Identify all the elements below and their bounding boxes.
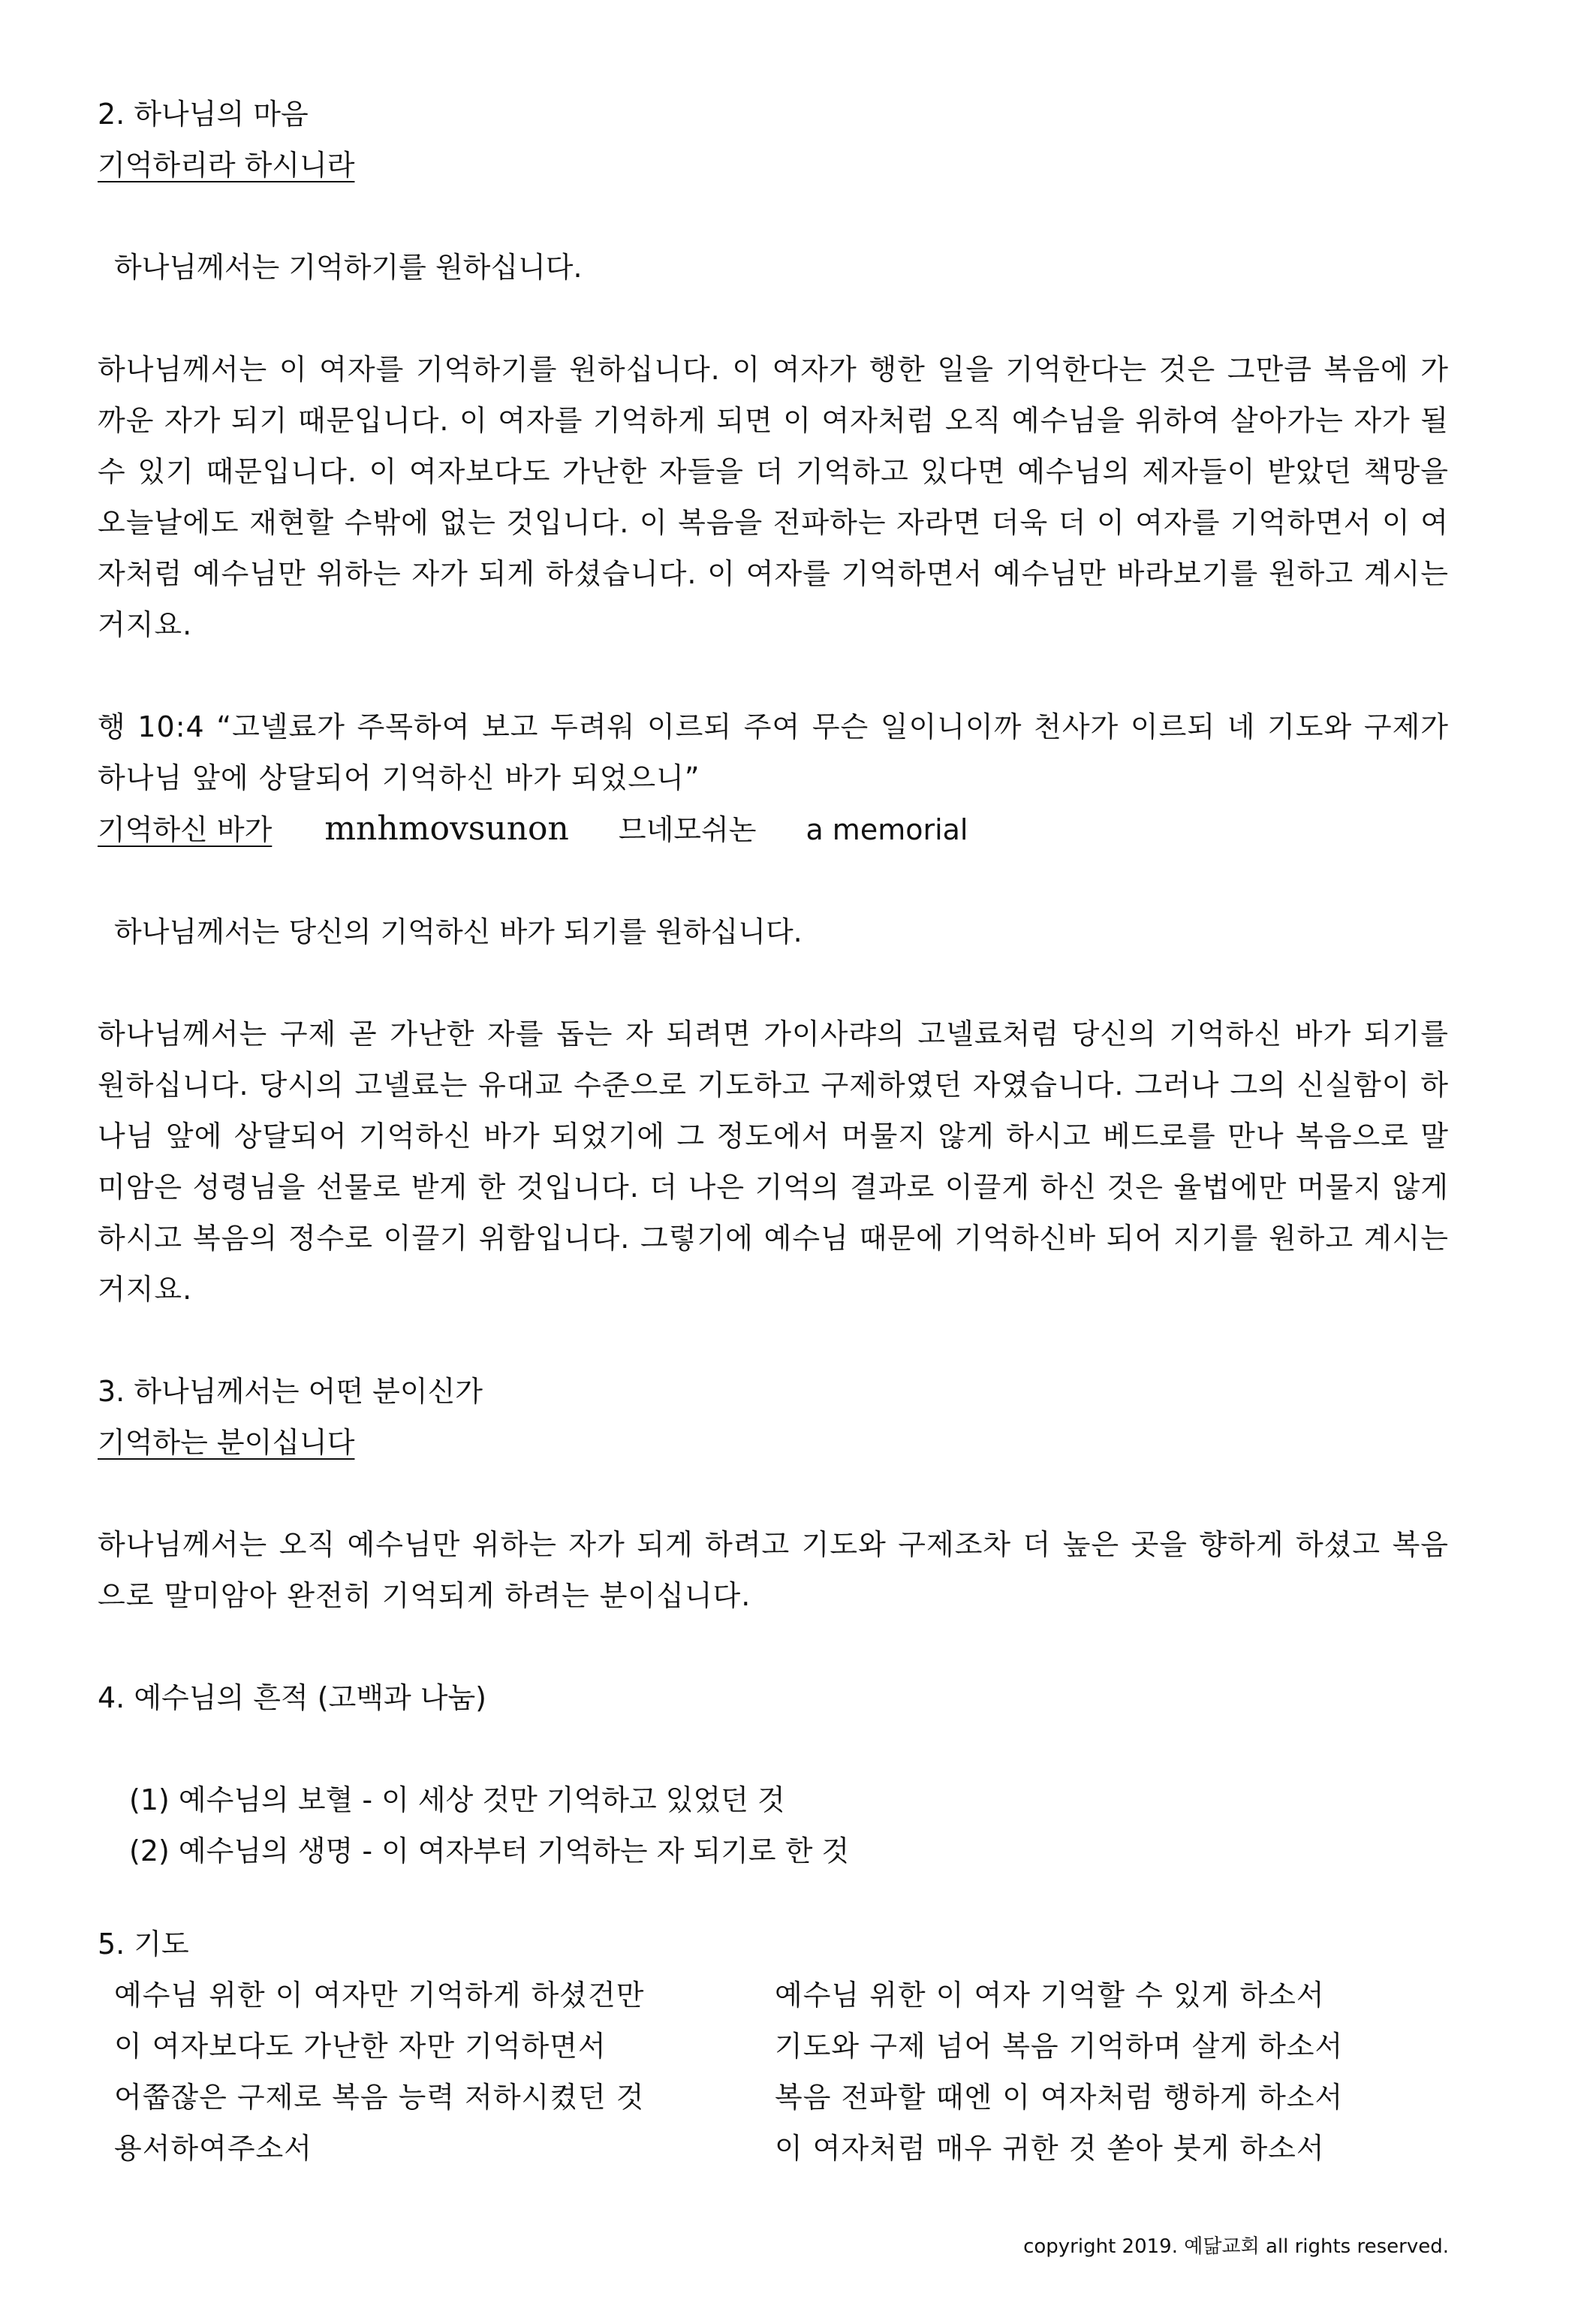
prayer-line: 어쭙잖은 구제로 복음 능력 저하시켰던 것	[114, 2081, 645, 2114]
section-2-subheading: 기억하리라 하시니라	[98, 149, 355, 182]
memorial-english: a memorial	[806, 813, 968, 846]
section-5-heading: 5. 기도	[98, 1928, 189, 1961]
section-2-point-1: 하나님께서는 기억하기를 원하십니다.	[114, 251, 583, 284]
section-3-heading: 3. 하나님께서는 어떤 분이신가	[98, 1375, 483, 1408]
list-item: (1) 예수님의 보혈 - 이 세상 것만 기억하고 있었던 것	[129, 1783, 785, 1816]
copyright-footer: copyright 2019. 예닮교회 all rights reserved.	[1023, 2235, 1449, 2258]
prayer-line: 예수님 위한 이 여자만 기억하게 하셨건만	[114, 1979, 645, 2012]
bible-verse: 행 10:4 “고넬료가 주목하여 보고 두려워 이르되 주여 무슨 일이니이까 천사가 이르되 네 기도와 구제가 하나님 앞에 상달되어 기억하신 바가 되었으니”	[98, 710, 1449, 794]
prayer-right-column	[775, 1970, 1435, 2174]
document-body	[98, 89, 1449, 2174]
prayer-left-column	[114, 1970, 775, 2174]
section-2-point-2: 하나님께서는 당신의 기억하신 바가 되기를 원하십니다.	[114, 915, 803, 948]
section-2-paragraph-2: 하나님께서는 구제 곧 가난한 자를 돕는 자 되려면 가이사랴의 고넬료처럼 당신의 기억하신 바가 되기를 원하십니다. 당시의 고넬료는 유대교 수준으로 기도하고 구제하였던 자였습니다. 그러나 그의 신실함이 하나님 앞에 상달되어 기억하신 바가 되었기에 그 정도에서 머물지 않게 하시고 베드로를 만나 복음으로 말미암은 성령님을 선물로 받게 한 것입니다. 더 나은 기억의 결과로 이끌게 하신 것은 율법에만 머물지 않게 하시고 복음의 정수로 이끌기 위함입니다. 그렇기에 예수님 때문에 기억하신바 되어 지기를 원하고 계시는 거지요.	[98, 1017, 1449, 1306]
section-3-paragraph: 하나님께서는 오직 예수님만 위하는 자가 되게 하려고 기도와 구제조차 더 높은 곳을 향하게 하셨고 복음으로 말미암아 완전히 기억되게 하려는 분이십니다.	[98, 1528, 1449, 1612]
section-3-subheading: 기억하는 분이십니다	[98, 1426, 355, 1459]
prayer-line: 복음 전파할 때엔 이 여자처럼 행하게 하소서	[775, 2081, 1344, 2114]
section-2-paragraph-1: 하나님께서는 이 여자를 기억하기를 원하십니다. 이 여자가 행한 일을 기억한다는 것은 그만큼 복음에 가까운 자가 되기 때문입니다. 이 여자를 기억하게 되면 이 여자처럼 오직 예수님을 위하여 살아가는 자가 될 수 있기 때문입니다. 이 여자보다도 가난한 자들을 더 기억하고 있다면 예수님의 제자들이 받았던 책망을 오늘날에도 재현할 수밖에 없는 것입니다. 이 복음을 전파하는 자라면 더욱 더 이 여자를 기억하면서 이 여자처럼 예수님만 위하는 자가 되게 하셨습니다. 이 여자를 기억하면서 예수님만 바라보기를 원하고 계시는 거지요.	[98, 353, 1449, 641]
section-4-list	[98, 1774, 1449, 1876]
prayer-columns	[98, 1970, 1449, 2174]
memorial-greek: mnhmovsunon	[324, 809, 569, 848]
section-2-heading: 2. 하나님의 마음	[98, 98, 309, 131]
memorial-term: 기억하신 바가	[98, 813, 273, 846]
section-4-heading: 4. 예수님의 흔적 (고백과 나눔)	[98, 1681, 487, 1714]
prayer-line: 용서하여주소서	[114, 2132, 312, 2165]
prayer-line: 예수님 위한 이 여자 기억할 수 있게 하소서	[775, 1979, 1325, 2012]
prayer-line: 이 여자보다도 가난한 자만 기억하면서	[114, 2030, 607, 2063]
prayer-line: 기도와 구제 넘어 복음 기억하며 살게 하소서	[775, 2030, 1344, 2063]
memorial-pronunciation: 므네모쉬논	[618, 813, 757, 846]
prayer-line: 이 여자처럼 매우 귀한 것 쏟아 붓게 하소서	[775, 2132, 1325, 2165]
memorial-term-row	[98, 803, 1449, 855]
list-item: (2) 예수님의 생명 - 이 여자부터 기억하는 자 되기로 한 것	[129, 1834, 850, 1867]
